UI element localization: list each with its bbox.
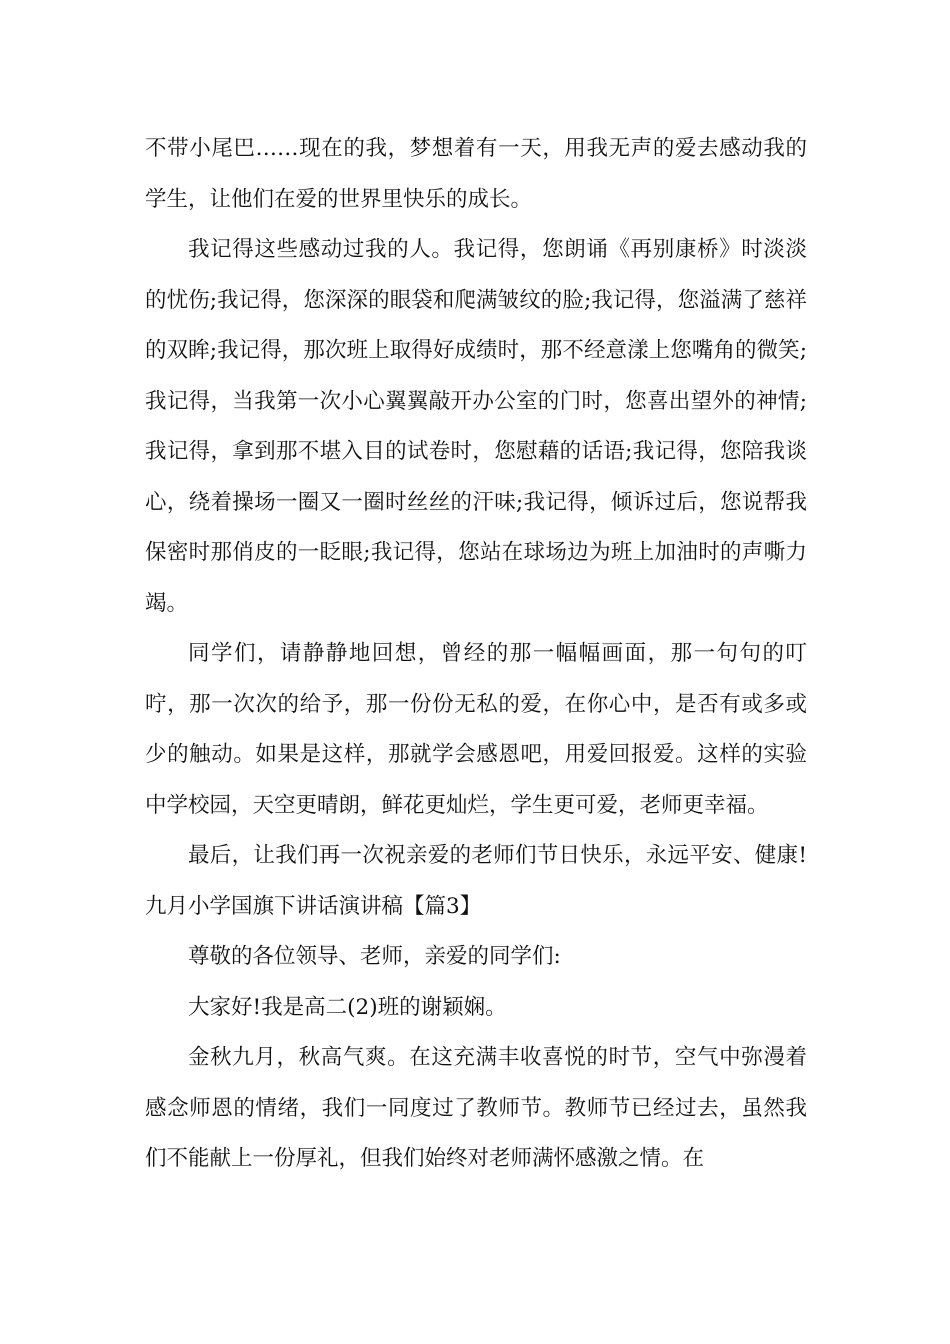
document-body bbox=[145, 124, 807, 1185]
paragraph-greeting: 大家好!我是高二(2)班的谢颖娴。 bbox=[188, 994, 507, 1020]
paragraph-memories: 我记得这些感动过我的人。我记得，您朗诵《再别康桥》时淡淡的忧伤;我记得，您深深的眼袋和爬满皱纹的脸;我记得，您溢满了慈祥的双眸;我记得，那次班上取得好成绩时，那不经意漾上您嘴角的微笑;我记得，当我第一次小心翼翼敲开办公室的门时，您喜出望外的神情;我记得，拿到那不堪入目的试卷时，您慰藉的话语;我记得，您陪我谈心，绕着操场一圈又一圈时丝丝的汗味;我记得，倾诉过后，您说帮我保密时那俏皮的一眨眼;我记得，您站在球场边为班上加油时的声嘶力竭。 bbox=[145, 237, 807, 616]
paragraph-september: 金秋九月，秋高气爽。在这充满丰收喜悦的时节，空气中弥漫着感念师恩的情绪，我们一同度过了教师节。教师节已经过去，虽然我们不能献上一份厚礼，但我们始终对老师满怀感激之情。在 bbox=[145, 1045, 807, 1171]
paragraph-closing-and-heading: 最后，让我们再一次祝亲爱的老师们节日快乐，永远平安、健康!九月小学国旗下讲话演讲稿【篇3】 bbox=[145, 843, 807, 919]
paragraph-salutation: 尊敬的各位领导、老师，亲爱的同学们: bbox=[188, 944, 561, 969]
paragraph-reflection: 同学们，请静静地回想，曾经的那一幅幅画面，那一句句的叮咛，那一次次的给予，那一份份无私的爱，在你心中，是否有或多或少的触动。如果是这样，那就学会感恩吧，用爱回报爱。这样的实验中学校园，天空更晴朗，鲜花更灿烂，学生更可爱，老师更幸福。 bbox=[145, 641, 807, 818]
paragraph-continued: 不带小尾巴……现在的我，梦想着有一天，用我无声的爱去感动我的学生，让他们在爱的世界里快乐的成长。 bbox=[145, 136, 807, 212]
